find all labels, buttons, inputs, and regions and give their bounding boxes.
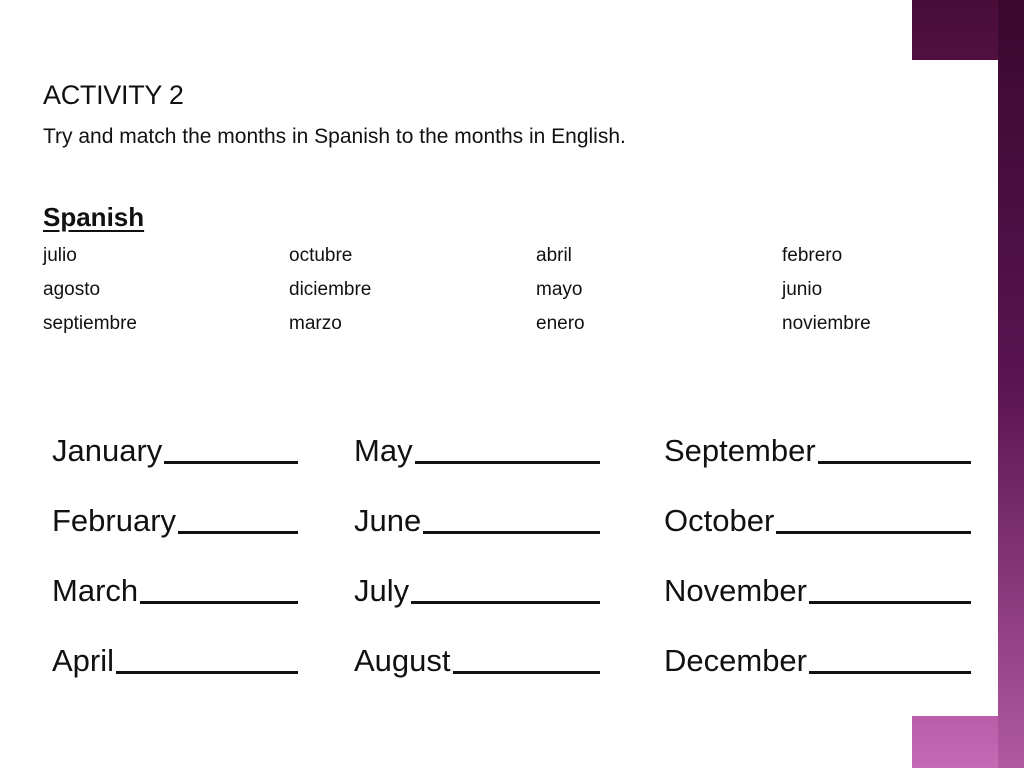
english-month-label: December (664, 643, 807, 678)
spanish-word: noviembre (782, 313, 871, 334)
spanish-word: septiembre (43, 313, 137, 334)
activity-title: ACTIVITY 2 (43, 80, 184, 110)
month-answer-row (354, 426, 600, 466)
answer-blank[interactable] (809, 671, 971, 674)
spanish-heading: Spanish (43, 202, 145, 232)
month-answer-row (664, 566, 971, 606)
answer-blank[interactable] (453, 671, 600, 674)
english-month-label: January (52, 433, 163, 468)
month-answer-row (664, 636, 971, 676)
spanish-word: agosto (43, 279, 101, 300)
answer-blank[interactable] (140, 601, 298, 604)
answer-blank[interactable] (776, 531, 971, 534)
spanish-word: julio (43, 245, 77, 266)
month-answer-row (354, 566, 600, 606)
spanish-word: abril (536, 245, 572, 266)
spanish-word: diciembre (289, 279, 372, 300)
english-month-label: February (52, 503, 177, 538)
spanish-word: mayo (536, 279, 583, 300)
answer-blank[interactable] (411, 601, 600, 604)
english-month-label: July (354, 573, 410, 608)
english-month-label: April (52, 643, 115, 678)
english-month-label: September (664, 433, 816, 468)
english-month-label: May (354, 433, 413, 468)
answer-blank[interactable] (809, 601, 971, 604)
answer-blank[interactable] (178, 531, 298, 534)
answer-blank[interactable] (164, 461, 298, 464)
answer-blank[interactable] (415, 461, 600, 464)
spanish-word: junio (782, 279, 823, 300)
spanish-word: enero (536, 313, 585, 334)
english-month-label: March (52, 573, 139, 608)
spanish-word: octubre (289, 245, 353, 266)
answer-blank[interactable] (116, 671, 298, 674)
month-answer-row (52, 496, 298, 536)
month-answer-row (354, 636, 600, 676)
month-answer-row (52, 636, 298, 676)
english-month-label: August (354, 643, 451, 678)
month-answer-row (52, 566, 298, 606)
month-answer-row (354, 496, 600, 536)
spanish-word: marzo (289, 313, 342, 334)
english-month-label: June (354, 503, 422, 538)
month-answer-row (52, 426, 298, 466)
answer-blank[interactable] (818, 461, 971, 464)
worksheet-page (0, 60, 998, 716)
spanish-word: febrero (782, 245, 843, 266)
month-answer-row (664, 426, 971, 466)
english-month-label: October (664, 503, 775, 538)
activity-instructions: Try and match the months in Spanish to the months in English. (43, 125, 626, 148)
answer-blank[interactable] (423, 531, 600, 534)
english-month-label: November (664, 573, 807, 608)
month-answer-row (664, 496, 971, 536)
